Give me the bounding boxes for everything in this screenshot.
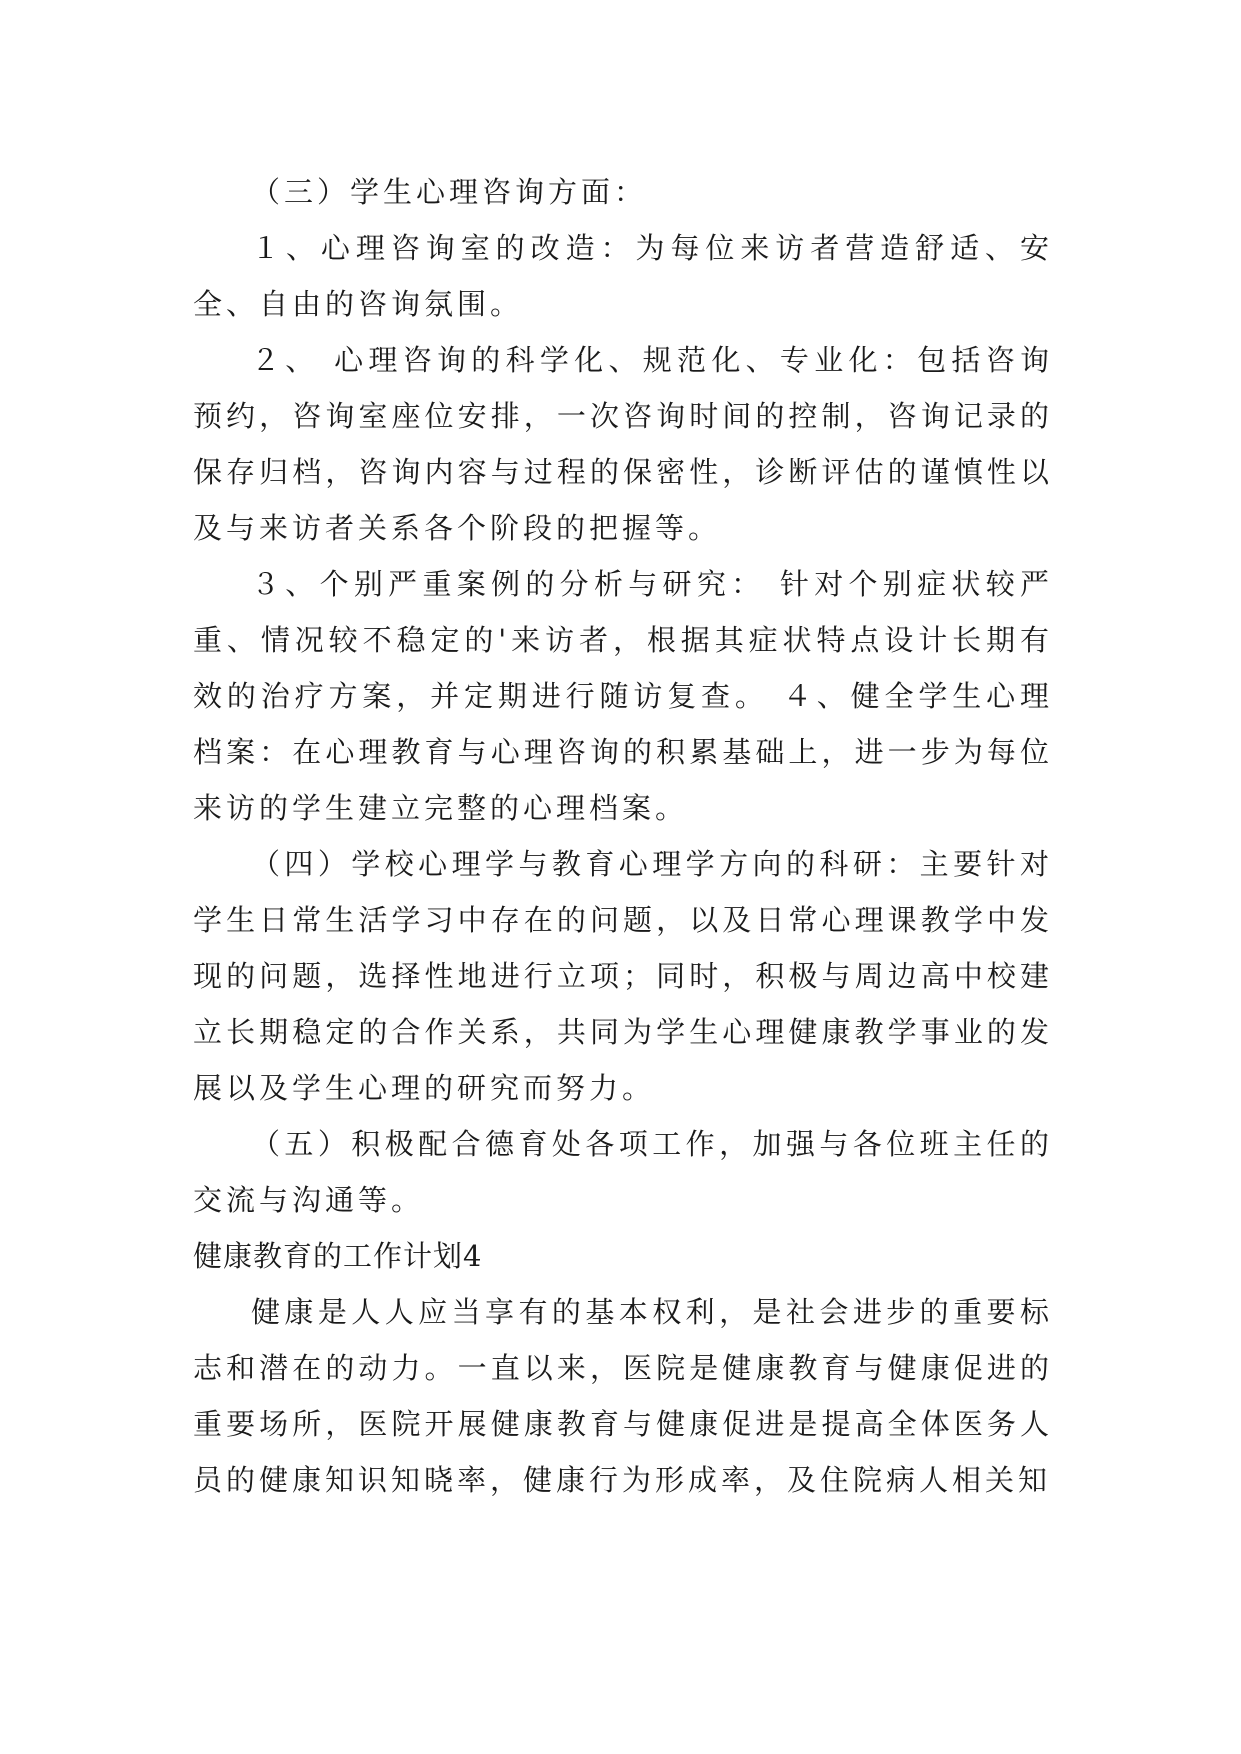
paragraph-counseling-room: １、心理咨询室的改造：为每位来访者营造舒适、安全、自由的咨询氛围。 [193,231,1053,321]
section-heading: 健康教育的工作计划4 [193,1239,483,1273]
paragraph-counseling-heading: （三）学生心理咨询方面： [251,175,648,209]
paragraph-case-analysis: ３、个别严重案例的分析与研究： 针对个别症状较严重、情况较不稳定的'来访者，根据其症状特点设计长期有效的治疗方案，并定期进行随访复查。 ４、健全学生心理档案：在心理教育与心理咨询的积累基础上，进一步为每位来访的学生建立完整的心理档案。 [193,567,1053,825]
paragraph-counseling-standardization: ２、 心理咨询的科学化、规范化、专业化：包括咨询预约，咨询室座位安排，一次咨询时间的控制，咨询记录的保存归档，咨询内容与过程的保密性，诊断评估的谨慎性以及与来访者关系各个阶段的把握等。 [193,343,1053,545]
paragraph-cooperation: （五）积极配合德育处各项工作，加强与各位班主任的交流与沟通等。 [193,1127,1053,1217]
paragraph-research: （四）学校心理学与教育心理学方向的科研：主要针对学生日常生活学习中存在的问题，以及日常心理课教学中发现的问题，选择性地进行立项；同时，积极与周边高中校建立长期稳定的合作关系，共同为学生心理健康教学事业的发展以及学生心理的研究而努力。 [193,847,1053,1105]
paragraph-health-intro: 健康是人人应当享有的基本权利，是社会进步的重要标志和潜在的动力。一直以来，医院是健康教育与健康促进的重要场所，医院开展健康教育与健康促进是提高全体医务人员的健康知识知晓率，健康行为形成率，及住院病人相关知 [193,1295,1053,1497]
document-body [193,164,1053,1508]
